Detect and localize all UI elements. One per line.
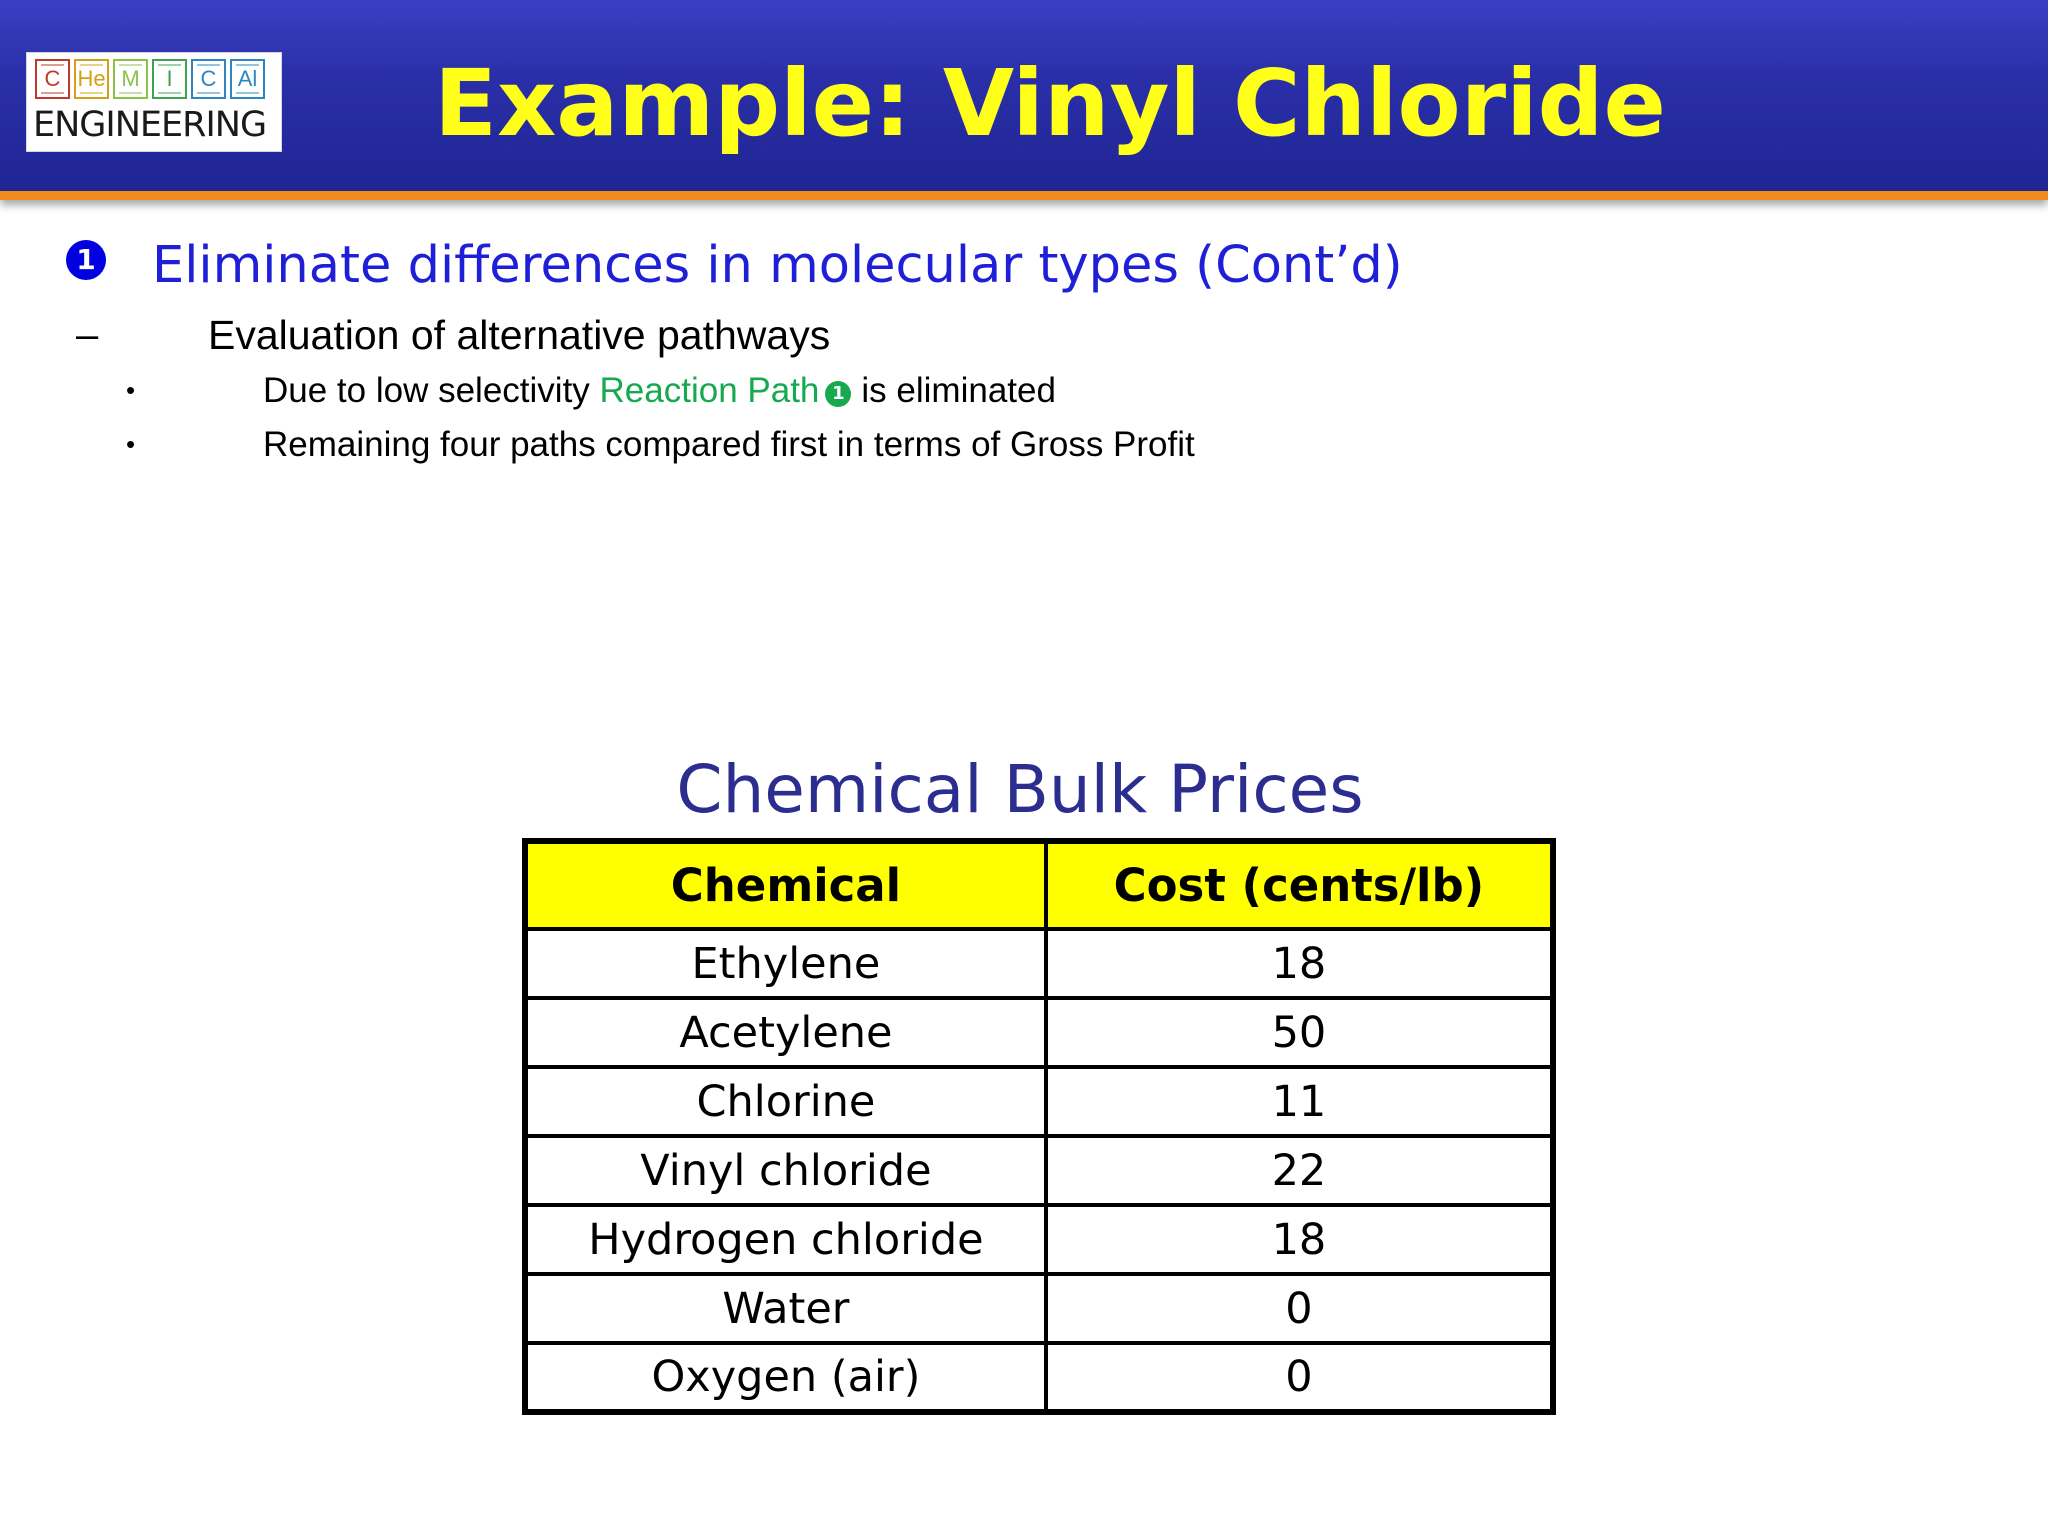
logo-cell-symbol: C <box>44 66 61 91</box>
table-cell-cost: 22 <box>1046 1136 1553 1205</box>
logo-cell-symbol: He <box>77 66 106 91</box>
table-cell-chemical: Hydrogen chloride <box>525 1205 1046 1274</box>
table-cell-chemical: Acetylene <box>525 998 1046 1067</box>
logo-cell-symbol: M <box>121 66 140 91</box>
table-row <box>525 1274 1553 1343</box>
table-cell-cost: 18 <box>1046 929 1553 998</box>
slide-title: Example: Vinyl Chloride <box>434 50 1666 157</box>
table-cell-cost: 0 <box>1046 1343 1553 1412</box>
bullet-level3-item: Remaining four paths compared first in terms of Gross Profit <box>263 425 1195 464</box>
chemical-prices-table <box>522 838 1556 1415</box>
logo-cell <box>35 59 70 99</box>
table-cell-chemical: Chlorine <box>525 1067 1046 1136</box>
logo-text: ENGINEERING <box>33 105 267 145</box>
logo-cell <box>74 59 109 99</box>
table-cell-cost: 50 <box>1046 998 1553 1067</box>
table-cell-chemical: Oxygen (air) <box>525 1343 1046 1412</box>
bullet-level2-text: Evaluation of alternative pathways <box>208 312 831 358</box>
table-row <box>525 929 1553 998</box>
table-cell-cost: 18 <box>1046 1205 1553 1274</box>
chemical-engineering-logo <box>26 52 282 152</box>
bullet-level3-prefix: Due to low selectivity <box>263 371 600 410</box>
table-cell-cost: 11 <box>1046 1067 1553 1136</box>
logo-element-cells <box>35 59 265 99</box>
dot-bullet-icon: • <box>126 429 136 459</box>
table-cell-chemical: Vinyl chloride <box>525 1136 1046 1205</box>
logo-cell-symbol: I <box>166 66 173 91</box>
dash-bullet-icon: – <box>76 313 99 357</box>
table-row <box>525 1067 1553 1136</box>
header-bar <box>0 0 2048 200</box>
table-cell-chemical: Water <box>525 1274 1046 1343</box>
reaction-path-highlight: Reaction Path <box>599 371 820 410</box>
logo-cell-symbol: Al <box>237 66 258 91</box>
logo-cell <box>230 59 265 99</box>
numbered-bullet-icon: 1 <box>825 381 851 407</box>
table-row <box>525 1205 1553 1274</box>
table-header-chemical: Chemical <box>525 841 1046 929</box>
table-cell-cost: 0 <box>1046 1274 1553 1343</box>
table-row <box>525 998 1553 1067</box>
table-row <box>525 1343 1553 1412</box>
bullet-level1-text: Eliminate differences in molecular types (Cont’d) <box>152 236 1403 295</box>
dot-bullet-icon: • <box>126 375 136 405</box>
bullet-level3-item <box>263 368 1056 414</box>
table-header-cost: Cost (cents/lb) <box>1046 841 1553 929</box>
table-header-row <box>525 841 1553 929</box>
logo-cell-symbol: C <box>200 66 217 91</box>
table-row <box>525 1136 1553 1205</box>
logo-cell <box>113 59 148 99</box>
bullet-level3-suffix: is eliminated <box>861 371 1056 410</box>
table-cell-chemical: Ethylene <box>525 929 1046 998</box>
logo-cell <box>152 59 187 99</box>
table-title: Chemical Bulk Prices <box>676 751 1364 828</box>
numbered-bullet-icon: 1 <box>66 240 106 280</box>
logo-cell <box>191 59 226 99</box>
